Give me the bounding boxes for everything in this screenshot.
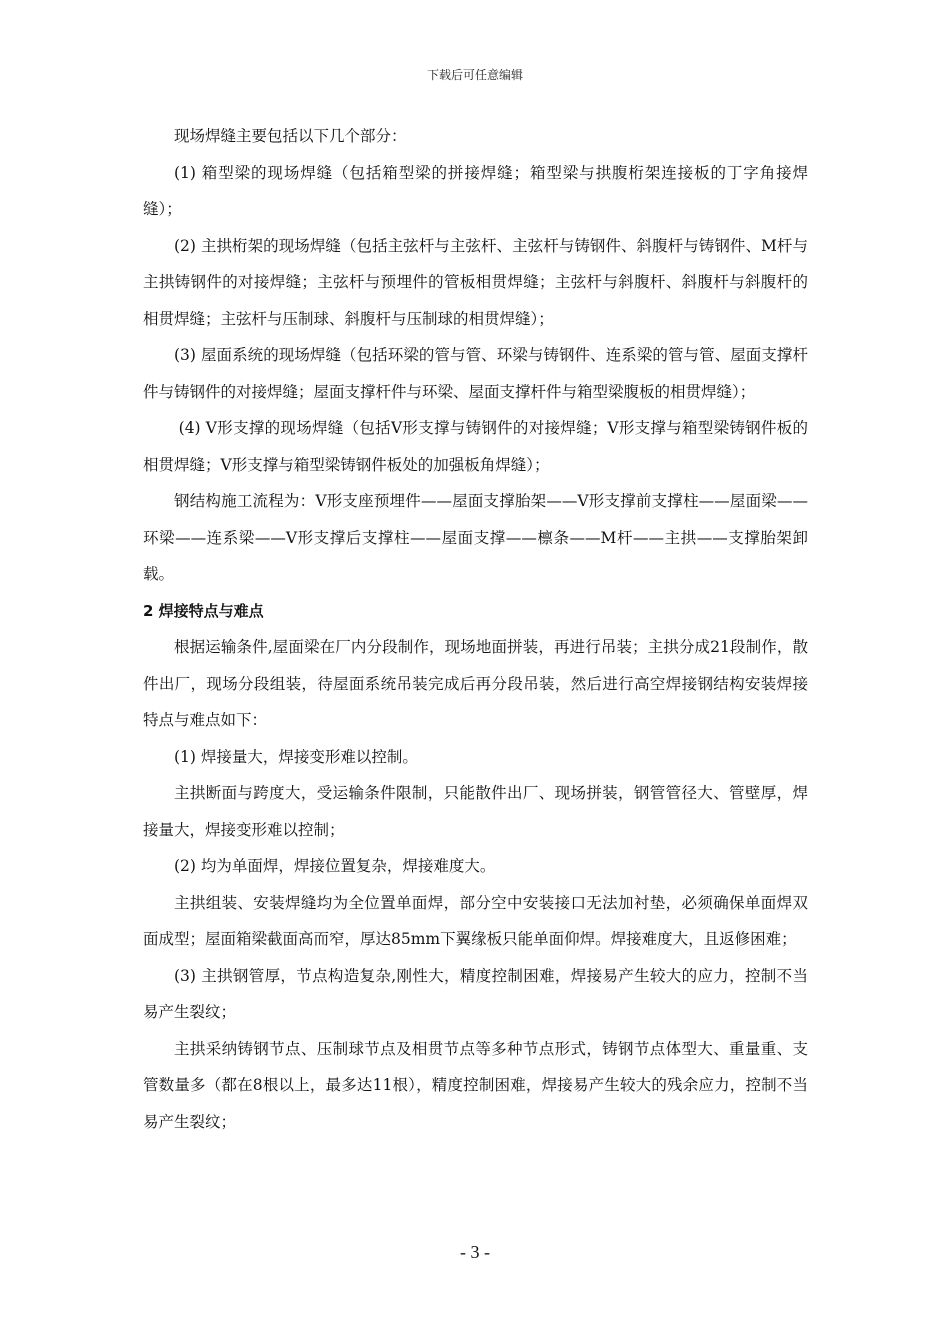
paragraph-intro: 现场焊缝主要包括以下几个部分： — [174, 127, 407, 145]
paragraph-item-1: (1) 箱型梁的现场焊缝（包括箱型梁的拼接焊缝；箱型梁与拱腹桁架连接板的丁字角接焊缝）； — [143, 163, 808, 218]
paragraph-point-3: (3) 主拱钢管厚，节点构造复杂,刚性大，精度控制困难，焊接易产生较大的应力，控制不当易产生裂纹； — [143, 966, 808, 1021]
paragraph-item-2: (2) 主拱桁架的现场焊缝（包括主弦杆与主弦杆、主弦杆与铸钢件、斜腹杆与铸钢件、M杆与主拱铸钢件的对接焊缝；主弦杆与预埋件的管板相贯焊缝；主弦杆与斜腹杆、斜腹杆与斜腹杆的相贯焊缝；主弦杆与压制球、斜腹杆与压制球的相贯焊缝）； — [143, 236, 808, 328]
paragraph-conditions: 根据运输条件,屋面梁在厂内分段制作，现场地面拼装，再进行吊装；主拱分成21段制作，散件出厂，现场分段组装，待屋面系统吊装完成后再分段吊装，然后进行高空焊接钢结构安装焊接特点与难点如下： — [143, 638, 808, 729]
paragraph-point-1: (1) 焊接量大，焊接变形难以控制。 — [174, 747, 418, 766]
document-body — [143, 118, 808, 1140]
paragraph-item-3: (3) 屋面系统的现场焊缝（包括环梁的管与管、环梁与铸钢件、连系梁的管与管、屋面支撑杆件与铸钢件的对接焊缝；屋面支撑杆件与环梁、屋面支撑杆件与箱型梁腹板的相贯焊缝）； — [143, 346, 808, 401]
paragraph-process-flow: 钢结构施工流程为：V形支座预埋件——屋面支撑胎架——V形支撑前支撑柱——屋面梁——环梁——连系梁——V形支撑后支撑柱——屋面支撑——檩条——M杆——主拱——支撑胎架卸载。 — [143, 492, 808, 583]
paragraph-item-4: (4) V形支撑的现场焊缝（包括V形支撑与铸钢件的对接焊缝；V形支撑与箱型梁铸钢件板的相贯焊缝；V形支撑与箱型梁铸钢件板处的加强板角焊缝）； — [143, 419, 808, 474]
header-note: 下载后可任意编辑 — [426, 68, 523, 82]
section-heading: 2 焊接特点与难点 — [143, 601, 264, 620]
paragraph-point-3-detail: 主拱采纳铸钢节点、压制球节点及相贯节点等多种节点形式，铸钢节点体型大、重量重、支管数量多（都在8根以上，最多达11根），精度控制困难，焊接易产生较大的残余应力，控制不当易产生裂纹； — [143, 1039, 808, 1131]
paragraph-point-2-detail: 主拱组装、安装焊缝均为全位置单面焊，部分空中安装接口无法加衬垫，必须确保单面焊双面成型；屋面箱梁截面高而窄，厚达85mm下翼缘板只能单面仰焊。焊接难度大，且返修困难； — [143, 893, 808, 948]
page-number: - 3 - — [460, 1242, 490, 1262]
paragraph-point-2: (2) 均为单面焊，焊接位置复杂，焊接难度大。 — [174, 857, 496, 875]
paragraph-point-1-detail: 主拱断面与跨度大，受运输条件限制，只能散件出厂、现场拼装，钢管管径大、管壁厚，焊接量大，焊接变形难以控制； — [143, 784, 808, 839]
